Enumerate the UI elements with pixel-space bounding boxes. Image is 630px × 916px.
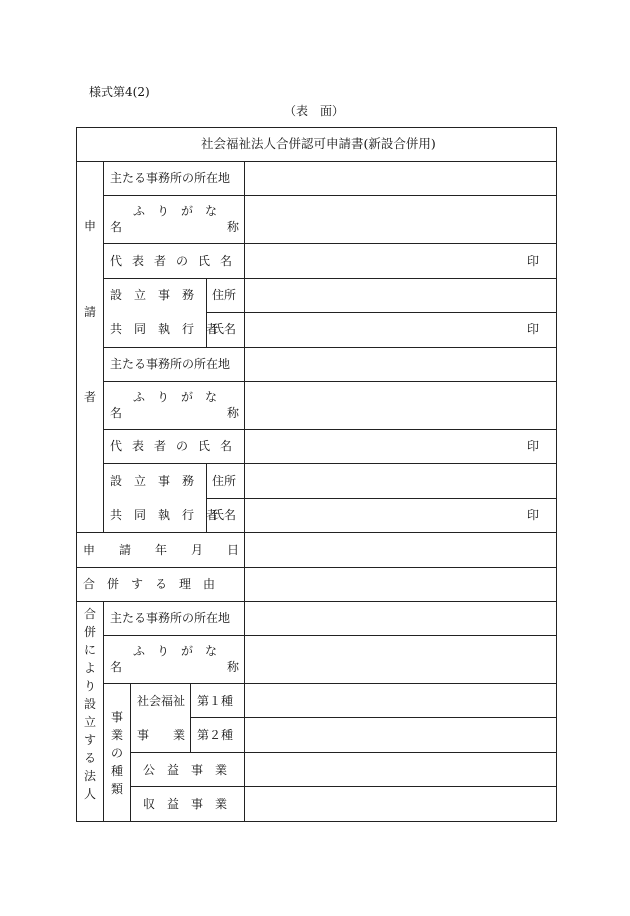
application-date-label: 申 請 年 月 日 (83, 543, 240, 557)
type2-label: 第２種 (197, 728, 234, 742)
new-corp-label-char: 立 (84, 715, 97, 729)
name-label-right: 称 (227, 220, 240, 234)
merger-reason-label: 合 併 す る 理 由 (83, 577, 216, 591)
seal-mark: 印 (527, 322, 540, 336)
founding-executor-bottom: 共 同 執 行 者 (110, 322, 219, 336)
name-label-right: 称 (227, 660, 240, 674)
applicant-label-2: 請 (84, 305, 97, 319)
public-interest-field[interactable] (246, 754, 555, 785)
type1-field[interactable] (246, 685, 555, 716)
name-field[interactable] (246, 197, 555, 242)
new-corp-label-char: に (84, 643, 97, 657)
founding-executor-top: 設 立 事 務 (110, 474, 195, 488)
office-location-label: 主たる事務所の所在地 (110, 357, 231, 371)
office-location-field[interactable] (246, 163, 555, 194)
person-name-label: 氏名 (212, 508, 237, 522)
name-label-right: 称 (227, 406, 240, 420)
office-location-label: 主たる事務所の所在地 (110, 611, 231, 625)
business-type-char: 業 (111, 728, 124, 742)
new-corp-label-char: 併 (84, 625, 97, 639)
name-label-left: 名 (110, 406, 123, 420)
form-title: 社会福祉法人合併認可申請書(新設合併用) (201, 136, 436, 151)
name-field[interactable] (246, 383, 555, 428)
new-corp-label-char: す (84, 733, 97, 747)
form-number: 様式第4(2) (89, 85, 150, 99)
side-label: （表 面） (284, 104, 345, 118)
business-type-char: 事 (111, 710, 124, 724)
representative-label: 代表者の氏名 (110, 439, 243, 453)
seal-mark: 印 (527, 254, 540, 268)
furigana-label: ふ り が な (133, 204, 218, 218)
executor-name-field[interactable] (246, 500, 526, 531)
new-corp-label-char: よ (84, 661, 97, 675)
name-label-left: 名 (110, 660, 123, 674)
new-corp-label-char: 設 (84, 697, 97, 711)
address-label: 住所 (212, 288, 237, 302)
executor-address-field[interactable] (246, 465, 555, 497)
name-field[interactable] (246, 637, 555, 682)
founding-executor-top: 設 立 事 務 (110, 288, 195, 302)
representative-field[interactable] (246, 245, 526, 277)
furigana-label: ふ り が な (133, 390, 218, 404)
office-location-label: 主たる事務所の所在地 (110, 171, 231, 185)
applicant-label-3: 者 (84, 390, 97, 404)
new-corp-label-char: 合 (84, 607, 97, 621)
applicant-label-1: 申 (84, 219, 97, 233)
seal-mark: 印 (527, 439, 540, 453)
representative-label: 代表者の氏名 (110, 254, 243, 268)
new-corp-label-char: 人 (84, 787, 97, 801)
office-location-field[interactable] (246, 603, 555, 634)
office-location-field[interactable] (246, 349, 555, 380)
business-type-char: 種 (111, 764, 124, 778)
business-type-char: 類 (111, 782, 124, 796)
public-interest-label: 公 益 事 業 (143, 763, 228, 777)
business-type-char: の (111, 746, 124, 760)
profit-label: 収 益 事 業 (143, 797, 228, 811)
seal-mark: 印 (527, 508, 540, 522)
furigana-label: ふ り が な (133, 644, 218, 658)
founding-executor-bottom: 共 同 執 行 者 (110, 508, 219, 522)
new-corp-label-char: る (84, 751, 97, 765)
social-welfare-label: 社会福祉 (137, 694, 186, 708)
person-name-label: 氏名 (212, 322, 237, 336)
executor-address-field[interactable] (246, 280, 555, 311)
representative-field[interactable] (246, 431, 526, 462)
application-date-field[interactable] (246, 534, 555, 566)
type2-field[interactable] (246, 719, 555, 751)
name-label-left: 名 (110, 220, 123, 234)
merger-reason-field[interactable] (246, 569, 555, 600)
profit-field[interactable] (246, 788, 555, 820)
executor-name-field[interactable] (246, 314, 526, 346)
type1-label: 第１種 (197, 694, 234, 708)
new-corp-label-char: り (84, 679, 97, 693)
new-corp-label-char: 法 (84, 769, 97, 783)
address-label: 住所 (212, 474, 237, 488)
business-label: 事 業 (137, 728, 186, 742)
